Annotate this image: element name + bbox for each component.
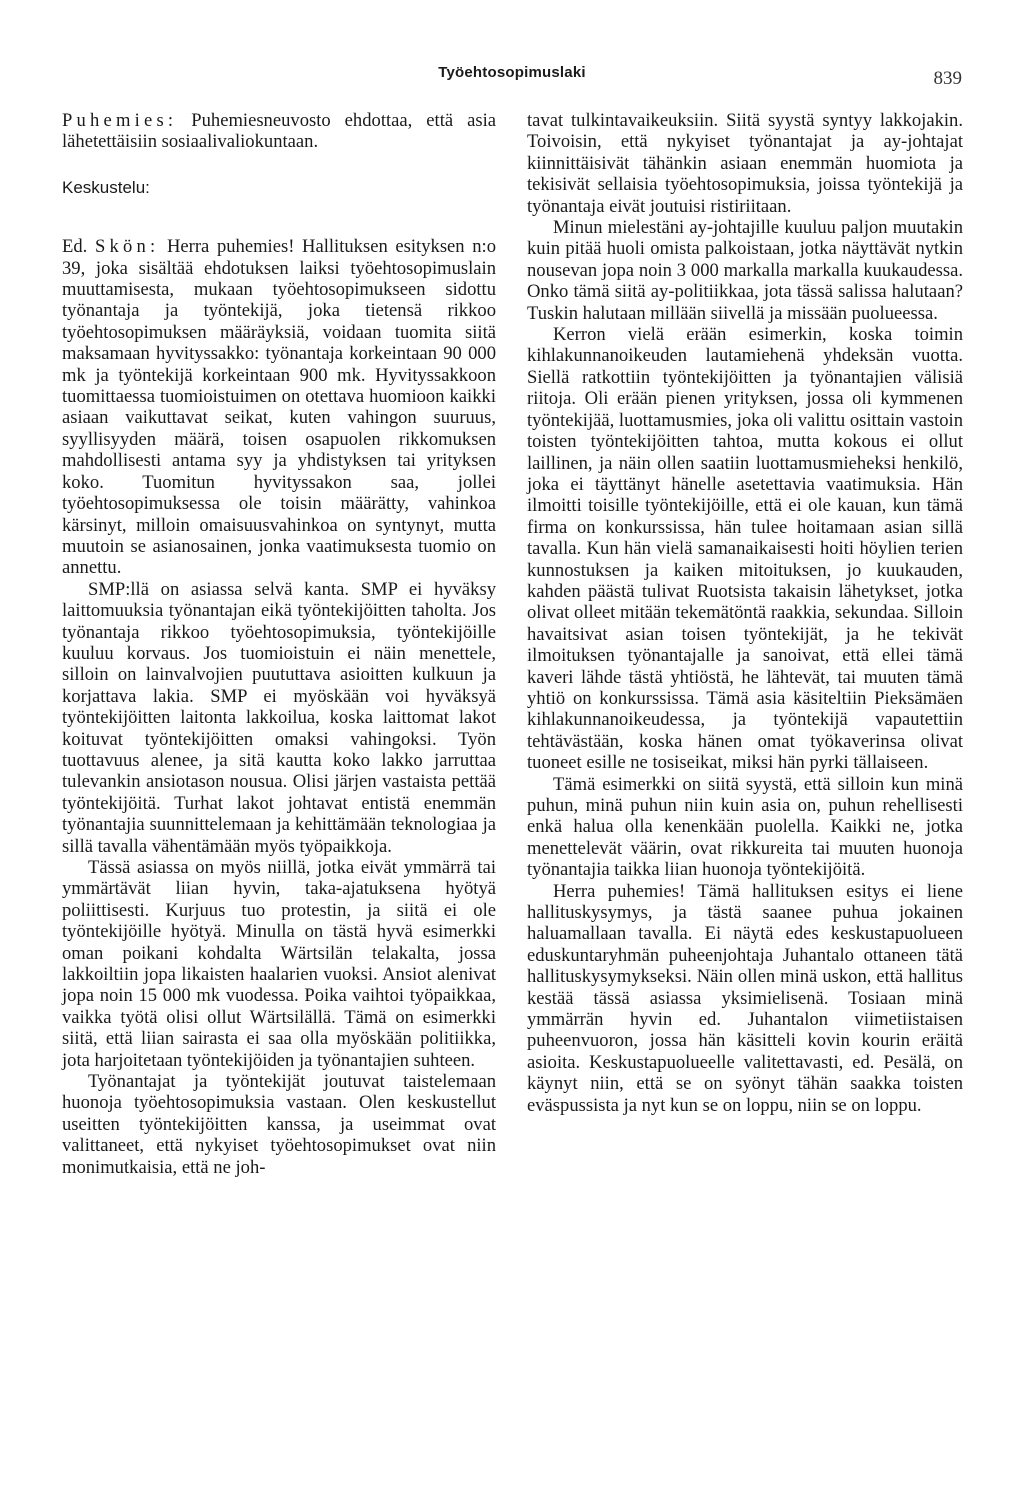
right-column (527, 110, 963, 1116)
running-title: Työehtosopimuslaki (438, 64, 586, 81)
speech-text: Herra puhemies! Hallituksen esityksen n:o 39, joka sisältää ehdotuksen laiksi työehtosopimuslain muuttamisesta, mukaan työehtosopimukseen sidottu työnantaja ja työntekijä, joka tietensä rikkoo työehtosopimuksen määräyksiä, voidaan tuomita siitä maksamaan hyvityssakko: työnantaja korkeintaan 90 000 mk ja työntekijä korkeintaan 900 mk. Hyvityssakkoon tuomittaessa tuomioistuimen on otettava huomioon kaikki asiaan vaikuttavat seikat, kuten vahingon suuruus, syyllisyyden määrä, toisen osapuolen rikkomuksen mahdollisesti antama syy ja yhdistyksen tai yrityksen koko. Tuomitun hyvityssakon saa, jollei työehtosopimuksessa ole toisin määrätty, vahinkoa kärsinyt, milloin omaisuusvahinkoa on syntynyt, mutta muutoin se asianosainen, jonka vaatimuksesta tuomio on annettu. (62, 236, 497, 579)
speech-paragraph (62, 110, 496, 153)
speech-paragraph (62, 236, 496, 579)
paragraph: tavat tulkintavaikeuksiin. Siitä syystä syntyy lakkojakin. Toivoisin, että nykyiset työnantajat ja ay-johtajat kiinnittäisivät tähänkin asiaan enemmän huomiota ja tekisivät sellaisia työehtosopimuksia, joissa työntekijä ja työnantaja eivät joutuisi ristiriitaan. (527, 110, 963, 217)
paragraph: Työnantajat ja työntekijät joutuvat taistelemaan huonoja työehtosopimuksia vastaan. Olen keskustellut useitten työntekijöitten kanssa, ja useimmat ovat valittaneet, että nykyiset työehtosopimukset ovat niin monimutkaisia, että ne joh- (62, 1071, 496, 1178)
speaker-name: Skön: (94, 236, 160, 258)
page-number: 839 (933, 68, 962, 89)
section-heading: Keskustelu: (62, 177, 150, 197)
speech-text: Puhemiesneuvosto ehdottaa, että asia lähetettäisiin sosiaalivaliokuntaan. (62, 110, 496, 153)
paragraph: Kerron vielä erään esimerkin, koska toimin kihlakunnanoikeuden lautamiehenä yhdeksän vuotta. Siellä ratkottiin työntekijöitten ja työnantajien välisiä riitoja. Oli erään pienen yrityksen, jossa oli kymmenen työntekijää, luottamusmies, joka oli valittu osittain vastoin toisten työntekijöitten tahtoa, mutta kokous ei ollut laillinen, ja näin ollen saatiin luottamusmieheksi henkilö, joka ei täyttänyt hänelle asetettavia vaatimuksia. Hän ilmoitti toisille työntekijöille, että ei ole kauan, kun tämä firma on konkurssissa, hän tulee hoitamaan asian sillä tavalla. Kun hän vielä samanaikaisesti hoiti höylien terien kunnostuksen ja kaiken mitoituksen, jo kuukauden, kahden päästä tulivat Ruotsista takaisin lähetykset, jotka olivat olleet mitään tekemätöntä raakkia, sekundaa. Silloin havaitsivat asian toisen työntekijät, ja he tekivät ilmoituksen työnantajalle ja sanoivat, että ellei tämä kaveri lähde tästä yhtiöstä, he lähtevät, tai muuten tämä yhtiö on konkurssissa. Tämä asia käsiteltiin Pieksämäen kihlakunnanoikeudessa, ja työntekijä vapautettiin tehtävästään, koska hänen omat työkaverinsa olivat tuoneet esille ne tosiseikat, miksi hän pyrki tällaiseen. (527, 324, 963, 774)
page-header (0, 64, 1024, 88)
paragraph: Tässä asiassa on myös niillä, jotka eivät ymmärrä tai ymmärtävät liian hyvin, taka-ajatuksena hyötyä poliittisesti. Kurjuus tuo protestin, ja siitä ei ole työntekijöille hyötyä. Minulla on tästä hyvä esimerkki oman poikani kohdalta Wärtsilän telakalta, jossa lakkoiltiin jopa likaisten haalarien vuoksi. Ansiot alenivat jopa noin 15 000 mk vuodessa. Poika vaihtoi työpaikkaa, vaikka työtä olisi ollut Wärtsilällä. Tämä on esimerkki siitä, että liian sairasta ei saa olla myöskään politiikka, jota harjoitetaan työntekijöiden ja työnantajien suhteen. (62, 857, 496, 1071)
paragraph: Minun mielestäni ay-johtajille kuuluu paljon muutakin kuin pitää huoli omista palkoistaan, jotka näyttävät nytkin nousevan jopa noin 3 000 markalla markalla kuukaudessa. Onko tämä siitä ay-politiikkaa, jota tässä salissa halutaan? Tuskin halutaan millään siivellä ja missään puolueessa. (527, 217, 963, 324)
paragraph: SMP:llä on asiassa selvä kanta. SMP ei hyväksy laittomuuksia työnantajan eikä työntekijöitten taholta. Jos työnantaja rikkoo työehtosopimuksia, työntekijöille kuuluu korvaus. Jos tuomioistuin ei näin menettele, silloin on lainvalvojien puututtava asioitten kulkuun ja korjattava lakia. SMP ei myöskään voi hyväksyä työntekijöitten laitonta lakkoilua, koska laittomat lakot koituvat työntekijöitten omaksi vahingoksi. Työn tuottavuus alenee, ja sitä kautta koko lakko jarruttaa tulevankin ansiotason nousua. Olisi järjen vastaista pettää työntekijöitä. Turhat lakot johtavat entistä enemmän työnantajia suunnittelemaan ja kehittämään teknologiaa ja sillä tavalla vähentämään myös työpaikkoja. (62, 578, 496, 857)
paragraph: Tämä esimerkki on siitä syystä, että silloin kun minä puhun, minä puhun niin kuin asia on, puhun rehellisesti enkä halua olla kenenkään puolella. Kaikki ne, jotka menettelevät väärin, ovat rikkureita tai muuten huonoja työnantajia taikka liian huonoja työntekijöitä. (527, 773, 963, 881)
speaker-prefix: Ed. (62, 236, 95, 258)
paragraph: Herra puhemies! Tämä hallituksen esitys ei liene hallituskysymys, ja tästä saanee puhua jokainen haluamallaan tavalla. Ei näytä edes keskustapuolueen eduskuntaryhmän puheenjohtaja Juhantalo ottaneen tätä hallituskysymykseksi. Näin ollen minä uskon, että hallitus kestää tässä asiassa yksimielisenä. Tosiaan minä ymmärrän hyvin ed. Juhantalon viimetiistaisen puheenvuoron, jossa hän käsitteli kovin kourin eräitä asioita. Keskustapuolueelle valitettavasti, ed. Pesälä, on käynyt niin, että se on syönyt tähän saakka toisten eväspussista ja nyt kun se on loppu, niin se on loppu. (527, 880, 963, 1116)
speaker-name: Puhemies: (62, 110, 178, 131)
left-column (62, 110, 496, 1178)
